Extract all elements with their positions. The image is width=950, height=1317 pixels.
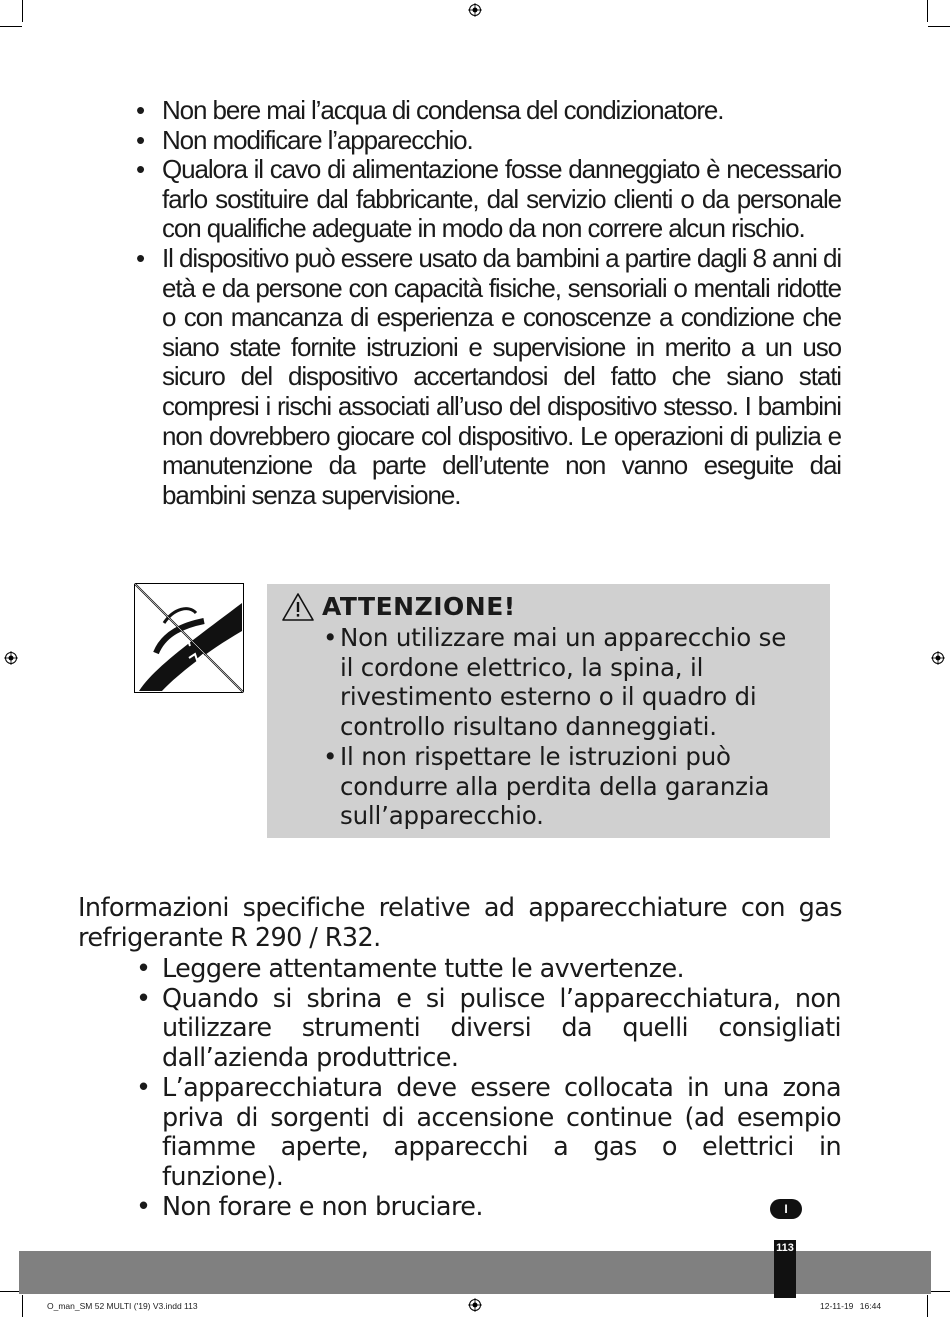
crop-mark <box>0 26 22 27</box>
list-item: • Leggere attentamente tutte le avvertenze. <box>136 954 685 984</box>
crop-mark <box>22 1295 23 1317</box>
registration-mark-icon <box>468 3 482 17</box>
language-badge: I <box>770 1199 802 1219</box>
refrigerant-list <box>136 955 841 1222</box>
crop-mark <box>928 26 950 27</box>
list-item: • Non modificare l’apparecchio. <box>136 124 473 155</box>
crop-mark <box>22 0 23 22</box>
crop-mark <box>927 1295 928 1317</box>
list-item: • Quando si sbrina e si pulisce l’apparecchiatura, non utilizzare strumenti diversi da quelli consigliati dall’azienda produttrice. <box>136 983 841 1074</box>
registration-mark-icon <box>931 651 945 665</box>
registration-mark-icon <box>468 1298 482 1312</box>
print-timestamp <box>820 1301 881 1311</box>
list-item: • Qualora il cavo di alimentazione fosse danneggiato è necessario farlo sostituire dal fabbricante, dal servizio clienti o da personale con qualifiche adeguate in modo da non correre alcun rischio. <box>136 154 841 244</box>
list-item: • Il dispositivo può essere usato da bambini a partire dagli 8 anni di età e da persone con capacità fisiche, sensoriali o mentali ridotte o con mancanza di esperienza e conoscenze a condizione che siano state fornite istruzioni e supervisione in merito a un uso sicuro del dispositivo accertandosi del fatto che siano stati compresi i rischi associati all’uso del dispositivo stesso. I bambini non dovrebbero giocare col dispositivo. Le operazioni di pulizia e manutenzione da parte dell’utente non vanno eseguite dai bambini senza supervisione. <box>136 242 841 510</box>
print-date: 12-11-19 <box>820 1301 854 1311</box>
damaged-cord-prohibited-icon <box>134 583 244 693</box>
safety-list <box>136 96 841 510</box>
warning-title: ATTENZIONE! <box>322 592 516 621</box>
list-item: • L’apparecchiatura deve essere collocata in una zona priva di sorgenti di accensione continue (ad esempio fiamme aperte, apparecchi a gas o elettrici in funzione). <box>136 1072 841 1192</box>
list-item: • Il non rispettare le istruzioni può condurre alla perdita della garanzia sull’apparecchio. <box>323 741 770 831</box>
warning-triangle-icon <box>281 592 315 622</box>
crop-mark <box>927 0 928 22</box>
crop-mark <box>928 1291 950 1292</box>
warning-list <box>323 623 803 831</box>
print-time: 16:44 <box>859 1301 882 1311</box>
page-number: 113 <box>776 1242 794 1254</box>
list-item: • Non forare e non bruciare. <box>136 1191 483 1222</box>
refrigerant-intro: Informazioni specifiche relative ad apparecchiature con gas refrigerante R 290 / R32. <box>78 893 842 953</box>
file-slug: O_man_SM 52 MULTI ('19) V3.indd 113 <box>47 1301 198 1311</box>
list-item: • Non utilizzare mai un apparecchio se il cordone elettrico, la spina, il rivestimento esterno o il quadro di controllo risultano danneggiati. <box>323 623 787 742</box>
registration-mark-icon <box>4 651 18 665</box>
list-item: • Non bere mai l’acqua di condensa del condizionatore. <box>136 95 724 125</box>
warning-box <box>267 584 830 838</box>
